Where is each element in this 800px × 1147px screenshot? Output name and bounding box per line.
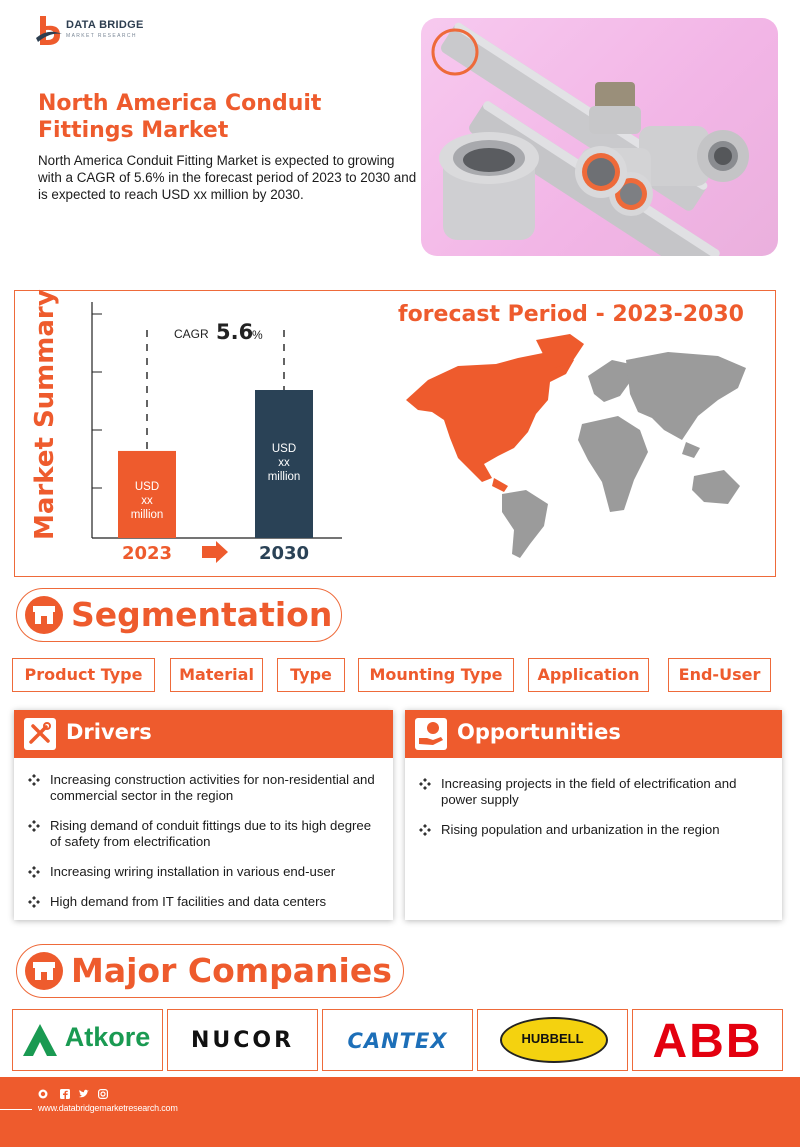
drivers-card bbox=[14, 710, 393, 920]
opportunity-text: Increasing projects in the field of electrification and power supply bbox=[441, 776, 737, 807]
facebook-icon[interactable] bbox=[60, 1089, 70, 1099]
data-label-2030: xx bbox=[278, 457, 290, 469]
shop-icon bbox=[25, 596, 63, 634]
data-label-2030: USD bbox=[271, 443, 297, 455]
hand-money-icon bbox=[415, 718, 447, 750]
company-logo-abb[interactable] bbox=[632, 1009, 783, 1071]
data-label-2023: million bbox=[130, 509, 164, 521]
website-link[interactable]: www.databridgemarketresearch.com bbox=[38, 1103, 178, 1113]
driver-text: Increasing construction activities for non-residential and commercial sector in the region bbox=[50, 772, 375, 803]
company-logo-cantex[interactable] bbox=[322, 1009, 473, 1071]
segment-end-user[interactable]: End-User bbox=[668, 658, 771, 692]
diamond-bullet-icon bbox=[28, 820, 40, 832]
brand-logo-icon bbox=[34, 14, 64, 46]
diamond-bullet-icon bbox=[28, 774, 40, 786]
market-bar-chart bbox=[80, 298, 380, 568]
brand-tagline: MARKET RESEARCH bbox=[66, 33, 137, 39]
opportunities-list bbox=[405, 776, 782, 852]
page-title: North America Conduit Fittings Market bbox=[38, 91, 322, 143]
list-item bbox=[14, 818, 393, 850]
company-logo-hubbell[interactable] bbox=[477, 1009, 628, 1071]
opportunities-card bbox=[405, 710, 782, 920]
company-name: CANTEX bbox=[347, 1029, 448, 1053]
conduit-fittings-illustration bbox=[421, 18, 778, 256]
diamond-bullet-icon bbox=[419, 778, 431, 790]
company-name: NUCOR bbox=[190, 1028, 295, 1053]
forecast-period-title: forecast Period - 2023-2030 bbox=[398, 302, 744, 327]
list-item bbox=[14, 894, 393, 910]
x-tick-label-2030: 2030 bbox=[258, 543, 310, 564]
brand-name: DATA BRIDGE bbox=[66, 19, 144, 31]
tools-icon bbox=[24, 718, 56, 750]
hero-image bbox=[421, 18, 778, 256]
footer bbox=[0, 1077, 800, 1147]
cagr-value: 5.6 bbox=[216, 320, 254, 344]
x-tick-label-2023: 2023 bbox=[121, 543, 173, 564]
list-item bbox=[14, 772, 393, 804]
company-logo-atkore[interactable] bbox=[12, 1009, 163, 1071]
segmentation-heading: Segmentation bbox=[71, 595, 333, 634]
twitter-icon[interactable] bbox=[79, 1089, 89, 1099]
drivers-heading: Drivers bbox=[66, 720, 152, 744]
company-name: HUBBELL bbox=[521, 1031, 584, 1046]
drivers-list bbox=[14, 772, 393, 924]
shop-icon bbox=[25, 952, 63, 990]
cagr-prefix: CAGR bbox=[174, 327, 209, 341]
segment-product-type[interactable]: Product Type bbox=[12, 658, 155, 692]
instagram-icon[interactable] bbox=[98, 1089, 108, 1099]
list-item bbox=[14, 864, 393, 880]
opportunities-header bbox=[405, 710, 782, 758]
footer-divider bbox=[0, 1109, 32, 1110]
diamond-bullet-icon bbox=[28, 896, 40, 908]
driver-text: High demand from IT facilities and data centers bbox=[50, 894, 327, 909]
list-item bbox=[405, 776, 782, 808]
data-label-2023: xx bbox=[141, 495, 153, 507]
segment-type[interactable]: Type bbox=[277, 658, 345, 692]
arrow-right-icon bbox=[202, 541, 228, 563]
drivers-header bbox=[14, 710, 393, 758]
data-label-2023: USD bbox=[134, 481, 160, 493]
segment-mounting-type[interactable]: Mounting Type bbox=[358, 658, 514, 692]
north-america-region bbox=[406, 352, 574, 482]
company-name: Atkore bbox=[64, 1022, 151, 1052]
market-summary-label: Market Summary bbox=[30, 289, 60, 540]
intro-text: North America Conduit Fitting Market is expected to growing with a CAGR of 5.6% in the forecast period of 2023 to 2030 and is expected to reach USD xx million by 2030. bbox=[38, 153, 417, 202]
company-logo-nucor[interactable] bbox=[167, 1009, 318, 1071]
cagr-suffix: % bbox=[252, 328, 263, 342]
data-label-2030: million bbox=[267, 471, 301, 483]
opportunity-text: Rising population and urbanization in the region bbox=[441, 822, 720, 837]
whatsapp-icon[interactable] bbox=[38, 1089, 48, 1099]
segmentation-header bbox=[16, 588, 342, 642]
atkore-logo-icon bbox=[23, 1024, 57, 1058]
company-name: ABB bbox=[652, 1015, 763, 1068]
list-item bbox=[405, 822, 782, 838]
major-companies-heading: Major Companies bbox=[71, 951, 392, 990]
diamond-bullet-icon bbox=[28, 866, 40, 878]
brand-logo[interactable] bbox=[34, 14, 154, 48]
opportunities-heading: Opportunities bbox=[457, 720, 621, 744]
diamond-bullet-icon bbox=[419, 824, 431, 836]
world-map bbox=[398, 330, 758, 560]
segment-material[interactable]: Material bbox=[170, 658, 263, 692]
segment-application[interactable]: Application bbox=[528, 658, 649, 692]
driver-text: Rising demand of conduit fittings due to its high degree of safety from electrification bbox=[50, 818, 372, 849]
driver-text: Increasing wriring installation in various end-user bbox=[50, 864, 336, 879]
major-companies-header bbox=[16, 944, 404, 998]
